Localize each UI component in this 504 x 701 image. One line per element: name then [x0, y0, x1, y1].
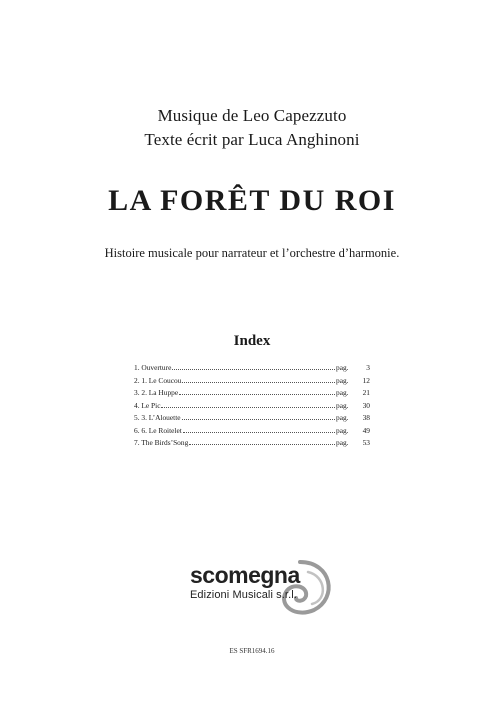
index-entry [134, 400, 370, 413]
dot-leader [182, 376, 335, 383]
index-entry-page-number: 49 [362, 425, 370, 435]
index-entry [134, 412, 370, 425]
dot-leader [182, 413, 335, 420]
index-entry [134, 387, 370, 400]
index-entry-title: 5. 3. L’Alouette [134, 413, 181, 422]
index-entry-pag-label: pag. [336, 413, 349, 422]
dot-leader [189, 438, 335, 445]
index-entry-page-number: 30 [362, 400, 370, 410]
dot-leader [161, 401, 335, 408]
index-entry-title: 4. Le Pic [134, 400, 161, 410]
index-entry-page-number: 21 [362, 388, 370, 397]
lyricist-credit: Texte écrit par Luca Anghinoni [144, 130, 360, 149]
index-entry-title: 7. The Birds’Song [134, 438, 189, 447]
index-entry-title: 2. 1. Le Coucou [134, 375, 182, 385]
index-heading: Index [233, 333, 271, 349]
index-entry-page-number: 38 [362, 413, 370, 422]
page-title: LA FORÊT DU ROI [108, 184, 396, 217]
dot-leader [172, 363, 335, 370]
publisher-name: scomegna [190, 562, 300, 588]
subtitle: Histoire musicale pour narrateur et l’orchestre d’harmonie. [104, 246, 400, 260]
index-entry-pag-label: pag. [336, 375, 349, 385]
publisher-tagline: Edizioni Musicali s.r.l. [190, 589, 297, 601]
index-entry [134, 375, 370, 388]
dot-leader [183, 426, 335, 433]
index-entry [134, 425, 370, 438]
index-entry-pag-label: pag. [336, 400, 349, 410]
index-list [134, 362, 370, 450]
index-entry-pag-label: pag. [336, 425, 349, 435]
index-entry-page-number: 12 [362, 375, 370, 385]
index-entry-title: 1. Ouverture [134, 363, 172, 372]
index-entry-title: 6. 6. Le Roitelet [134, 425, 182, 435]
catalog-number: ES SFR1694.16 [229, 647, 275, 655]
index-entry-page-number: 3 [366, 363, 370, 372]
index-entry-pag-label: pag. [336, 363, 349, 372]
index-entry-pag-label: pag. [336, 438, 349, 447]
composer-credit: Musique de Leo Capezzuto [157, 106, 347, 125]
index-entry [134, 437, 370, 450]
index-entry-pag-label: pag. [336, 388, 349, 397]
index-entry-page-number: 53 [362, 438, 370, 447]
publisher-logo [182, 558, 342, 618]
index-entry [134, 362, 370, 375]
index-entry-title: 3. 2. La Huppe [134, 388, 179, 397]
dot-leader [179, 388, 335, 395]
